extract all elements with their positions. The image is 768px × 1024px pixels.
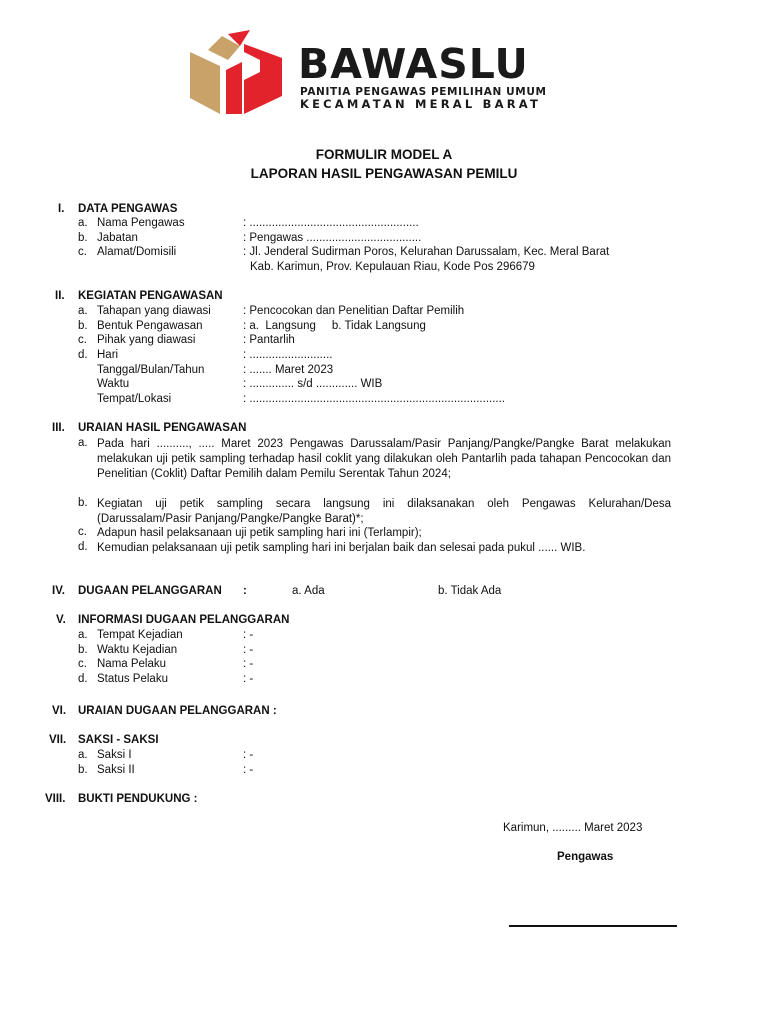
item-letter: b. bbox=[78, 232, 88, 244]
section-title: BUKTI PENDUKUNG : bbox=[78, 793, 198, 805]
form-title: FORMULIR MODEL A bbox=[315, 147, 453, 162]
item-letter: a. bbox=[78, 629, 88, 641]
narrative-paragraph: Pada hari .........., ..... Maret 2023 Pengawas Darussalam/Pasir Panjang/Pangke/Pangke Barat melakukan melakukan uji petik sampling terhadap hasil coklit yang dilakukan oleh Pantarlih pada tahapan Pencocokan dan Penelitian (Coklit) Daftar Pemilih dalam Pemilu Serentak Tahun 2024; bbox=[97, 438, 671, 480]
section-title: URAIAN HASIL PENGAWASAN bbox=[78, 422, 247, 434]
form-subtitle: LAPORAN HASIL PENGAWASAN PEMILU bbox=[250, 166, 518, 181]
field-label: Jabatan bbox=[97, 232, 138, 244]
field-value: : - bbox=[243, 749, 254, 761]
bawaslu-logo-icon bbox=[188, 30, 286, 116]
field-label: Hari bbox=[97, 349, 119, 361]
field-value: : ....... Maret 2023 bbox=[243, 364, 334, 376]
section-number: II. bbox=[55, 290, 65, 302]
option-yes: a. Ada bbox=[292, 585, 325, 597]
item-letter: c. bbox=[78, 526, 87, 538]
field-value: : - bbox=[243, 658, 254, 670]
item-letter: b. bbox=[78, 320, 88, 332]
section-title: URAIAN DUGAAN PELANGGARAN : bbox=[78, 705, 277, 717]
field-value: : - bbox=[243, 644, 254, 656]
field-value: : .......................... bbox=[243, 349, 333, 361]
field-value: : Jl. Jenderal Sudirman Poros, Kelurahan Darussalam, Kec. Meral Barat bbox=[243, 246, 610, 258]
item-letter: b. bbox=[78, 644, 88, 656]
brand-subtitle-district: KECAMATAN MERAL BARAT bbox=[300, 97, 541, 111]
section-title: DATA PENGAWAS bbox=[78, 203, 178, 215]
field-label: Nama Pengawas bbox=[97, 217, 185, 229]
item-letter: a. bbox=[78, 305, 88, 317]
field-value: : - bbox=[243, 673, 254, 685]
signature-role: Pengawas bbox=[557, 851, 614, 863]
item-letter: a. bbox=[78, 749, 88, 761]
item-letter: d. bbox=[78, 673, 88, 685]
field-label: Nama Pelaku bbox=[97, 658, 167, 670]
field-label: Saksi II bbox=[97, 764, 135, 776]
brand-name: BAWASLU bbox=[298, 40, 529, 88]
field-label: Pihak yang diawasi bbox=[97, 334, 196, 346]
section-title: KEGIATAN PENGAWASAN bbox=[78, 290, 223, 302]
field-value: : - bbox=[243, 629, 254, 641]
item-letter: c. bbox=[78, 246, 87, 258]
field-label: Waktu Kejadian bbox=[97, 644, 178, 656]
field-label: Tahapan yang diawasi bbox=[97, 305, 211, 317]
field-label: Tempat/Lokasi bbox=[97, 393, 172, 405]
narrative-paragraph: Adapun hasil pelaksanaan uji petik sampling hari ini (Terlampir); bbox=[97, 527, 422, 539]
item-letter: a. bbox=[78, 437, 88, 449]
section-title: SAKSI - SAKSI bbox=[78, 734, 159, 746]
field-value: : Pantarlih bbox=[243, 334, 295, 346]
field-value: : Pencocokan dan Penelitian Daftar Pemilih bbox=[243, 305, 465, 317]
field-value: : ..................................................... bbox=[243, 217, 419, 229]
field-value: : a. Langsung b. Tidak Langsung bbox=[243, 320, 426, 332]
signature-line bbox=[509, 925, 677, 927]
field-label: Bentuk Pengawasan bbox=[97, 320, 203, 332]
item-letter: b. bbox=[78, 497, 88, 509]
item-letter: a. bbox=[78, 217, 88, 229]
field-value: : .............. s/d ............. WIB bbox=[243, 378, 383, 390]
section-number: VIII. bbox=[45, 793, 66, 805]
field-value: : Pengawas .................................... bbox=[243, 232, 422, 244]
section-number: VI. bbox=[52, 705, 67, 717]
section-number: VII. bbox=[49, 734, 67, 746]
field-label: Saksi I bbox=[97, 749, 132, 761]
narrative-paragraph: Kegiatan uji petik sampling secara langsung ini dilaksanakan oleh Pengawas Kelurahan/Desa (Darussalam/Pasir Panjang/Pangke/Pangke Barat)*; bbox=[97, 498, 671, 525]
field-value-continued: Kab. Karimun, Prov. Kepulauan Riau, Kode Pos 296679 bbox=[250, 261, 535, 273]
section-title: INFORMASI DUGAAN PELANGGARAN bbox=[78, 614, 290, 626]
item-letter: d. bbox=[78, 349, 88, 361]
narrative-paragraph: Kemudian pelaksanaan uji petik sampling hari ini berjalan baik dan selesai pada pukul ...... WIB. bbox=[97, 542, 586, 554]
item-letter: c. bbox=[78, 334, 87, 346]
signature-place-date: Karimun, ......... Maret 2023 bbox=[503, 822, 643, 834]
field-label: Alamat/Domisili bbox=[97, 246, 177, 258]
field-label: Tanggal/Bulan/Tahun bbox=[97, 364, 205, 376]
field-value: : - bbox=[243, 764, 254, 776]
field-value: : ................................................................................ bbox=[243, 393, 505, 405]
section-number: III. bbox=[52, 422, 65, 434]
section-number: V. bbox=[56, 614, 66, 626]
section-title: DUGAAN PELANGGARAN bbox=[78, 585, 222, 597]
brand-subtitle: PANITIA PENGAWAS PEMILIHAN UMUM bbox=[300, 86, 547, 98]
field-label: Waktu bbox=[97, 378, 130, 390]
field-label: Status Pelaku bbox=[97, 673, 168, 685]
section-number: IV. bbox=[52, 585, 66, 597]
item-letter: c. bbox=[78, 658, 87, 670]
section-number: I. bbox=[58, 203, 65, 215]
item-letter: b. bbox=[78, 764, 88, 776]
section-colon: : bbox=[243, 585, 247, 597]
item-letter: d. bbox=[78, 541, 88, 553]
option-no: b. Tidak Ada bbox=[438, 585, 502, 597]
field-label: Tempat Kejadian bbox=[97, 629, 183, 641]
